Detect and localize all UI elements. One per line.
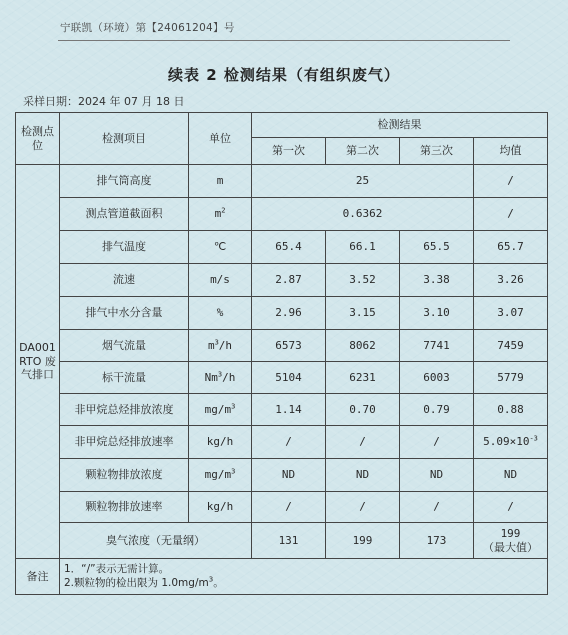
run1-cell: 131 xyxy=(252,523,326,559)
remark-2: 2.颗粒物的检出限为 $1.0mg/m^3$。 xyxy=(64,575,224,589)
sampling-point xyxy=(16,165,60,559)
avg-cell: 0.88 xyxy=(474,394,548,426)
unit-cell: $m^3/h$ xyxy=(189,330,252,362)
item-cell: 颗粒物排放速率 xyxy=(60,492,189,523)
report-number: 宁联凯（环境）第【24061204】号 xyxy=(60,22,235,34)
run2-cell: / xyxy=(326,426,400,459)
header-run1: 第一次 xyxy=(252,138,326,165)
run2-cell: 199 xyxy=(326,523,400,559)
run1-cell: ND xyxy=(252,459,326,492)
table-row xyxy=(16,330,548,362)
avg-cell: 3.26 xyxy=(474,264,548,297)
avg-value: 199 xyxy=(500,526,521,540)
table-row xyxy=(16,198,548,231)
table-row xyxy=(16,264,548,297)
header-item: 检测项目 xyxy=(60,113,189,165)
unit-cell: kg/h xyxy=(189,492,252,523)
avg-note: （最大值） xyxy=(483,540,538,554)
run3-cell: ND xyxy=(400,459,474,492)
table-row xyxy=(16,492,548,523)
item-cell: 流速 xyxy=(60,264,189,297)
remark-1: 1．“/”表示无需计算。 xyxy=(64,563,170,576)
run1-cell: / xyxy=(252,426,326,459)
unit-cell: m xyxy=(189,165,252,198)
run2-cell: 66.1 xyxy=(326,231,400,264)
run2-cell: / xyxy=(326,492,400,523)
item-cell: 排气温度 xyxy=(60,231,189,264)
unit-cell: ℃ xyxy=(189,231,252,264)
run3-cell: / xyxy=(400,492,474,523)
run3-cell: 173 xyxy=(400,523,474,559)
table-row xyxy=(16,523,548,559)
avg-cell: 5779 xyxy=(474,362,548,394)
run1-cell: 1.14 xyxy=(252,394,326,426)
remarks-row xyxy=(16,559,548,595)
avg-cell: 7459 xyxy=(474,330,548,362)
unit-cell: kg/h xyxy=(189,426,252,459)
item-cell: 颗粒物排放浓度 xyxy=(60,459,189,492)
avg-cell: 65.7 xyxy=(474,231,548,264)
table-row xyxy=(16,231,548,264)
run2-cell: 3.52 xyxy=(326,264,400,297)
unit-cell: % xyxy=(189,297,252,330)
header-point: 检测点位 xyxy=(16,113,60,165)
results-table xyxy=(15,112,548,595)
run2-cell: 6231 xyxy=(326,362,400,394)
table-row xyxy=(16,394,548,426)
item-cell: 排气中水分含量 xyxy=(60,297,189,330)
run1-cell: 6573 xyxy=(252,330,326,362)
sample-date: 采样日期：2024 年 07 月 18 日 xyxy=(23,95,185,108)
remarks-content xyxy=(60,559,548,595)
run1-cell: 2.96 xyxy=(252,297,326,330)
run2-cell: 3.15 xyxy=(326,297,400,330)
run2-cell: 0.70 xyxy=(326,394,400,426)
item-cell: 臭气浓度（无量纲） xyxy=(60,523,252,559)
unit-cell: $m^2$ xyxy=(189,198,252,231)
run3-cell: 65.5 xyxy=(400,231,474,264)
avg-cell: / xyxy=(474,492,548,523)
table-row xyxy=(16,297,548,330)
sampling-point-name: DA001 RTO 废气排口 xyxy=(19,340,56,382)
item-cell: 排气筒高度 xyxy=(60,165,189,198)
run3-cell: 3.10 xyxy=(400,297,474,330)
table-row xyxy=(16,165,548,198)
run2-cell: ND xyxy=(326,459,400,492)
run3-cell: / xyxy=(400,426,474,459)
run1-cell: / xyxy=(252,492,326,523)
merged-value: 0.6362 xyxy=(252,198,474,231)
run3-cell: 0.79 xyxy=(400,394,474,426)
avg-cell: ND xyxy=(474,459,548,492)
run3-cell: 6003 xyxy=(400,362,474,394)
table-row xyxy=(16,362,548,394)
table-row xyxy=(16,459,548,492)
avg-cell: $5.09\times 10^{-3}$ xyxy=(474,426,548,459)
header-unit: 单位 xyxy=(189,113,252,165)
run2-cell: 8062 xyxy=(326,330,400,362)
header-results: 检测结果 xyxy=(252,113,548,138)
merged-value: 25 xyxy=(252,165,474,198)
item-cell: 烟气流量 xyxy=(60,330,189,362)
run1-cell: 65.4 xyxy=(252,231,326,264)
header-avg: 均值 xyxy=(474,138,548,165)
item-cell: 非甲烷总烃排放浓度 xyxy=(60,394,189,426)
unit-cell: m/s xyxy=(189,264,252,297)
unit-cell: Nm$^3$/h xyxy=(189,362,252,394)
item-cell: 测点管道截面积 xyxy=(60,198,189,231)
header-rule xyxy=(58,40,510,41)
avg-cell: 3.07 xyxy=(474,297,548,330)
unit-cell: $mg/m^3$ xyxy=(189,459,252,492)
table-row xyxy=(16,426,548,459)
remarks-label: 备注 xyxy=(16,559,60,595)
avg-cell xyxy=(474,523,548,559)
avg-cell: / xyxy=(474,198,548,231)
item-cell: 非甲烷总烃排放速率 xyxy=(60,426,189,459)
run1-cell: 5104 xyxy=(252,362,326,394)
avg-cell: / xyxy=(474,165,548,198)
run3-cell: 7741 xyxy=(400,330,474,362)
header-run3: 第三次 xyxy=(400,138,474,165)
item-cell: 标干流量 xyxy=(60,362,189,394)
run1-cell: 2.87 xyxy=(252,264,326,297)
table-title: 续表 2 检测结果（有组织废气） xyxy=(168,66,400,84)
run3-cell: 3.38 xyxy=(400,264,474,297)
unit-cell: $mg/m^3$ xyxy=(189,394,252,426)
header-run2: 第二次 xyxy=(326,138,400,165)
